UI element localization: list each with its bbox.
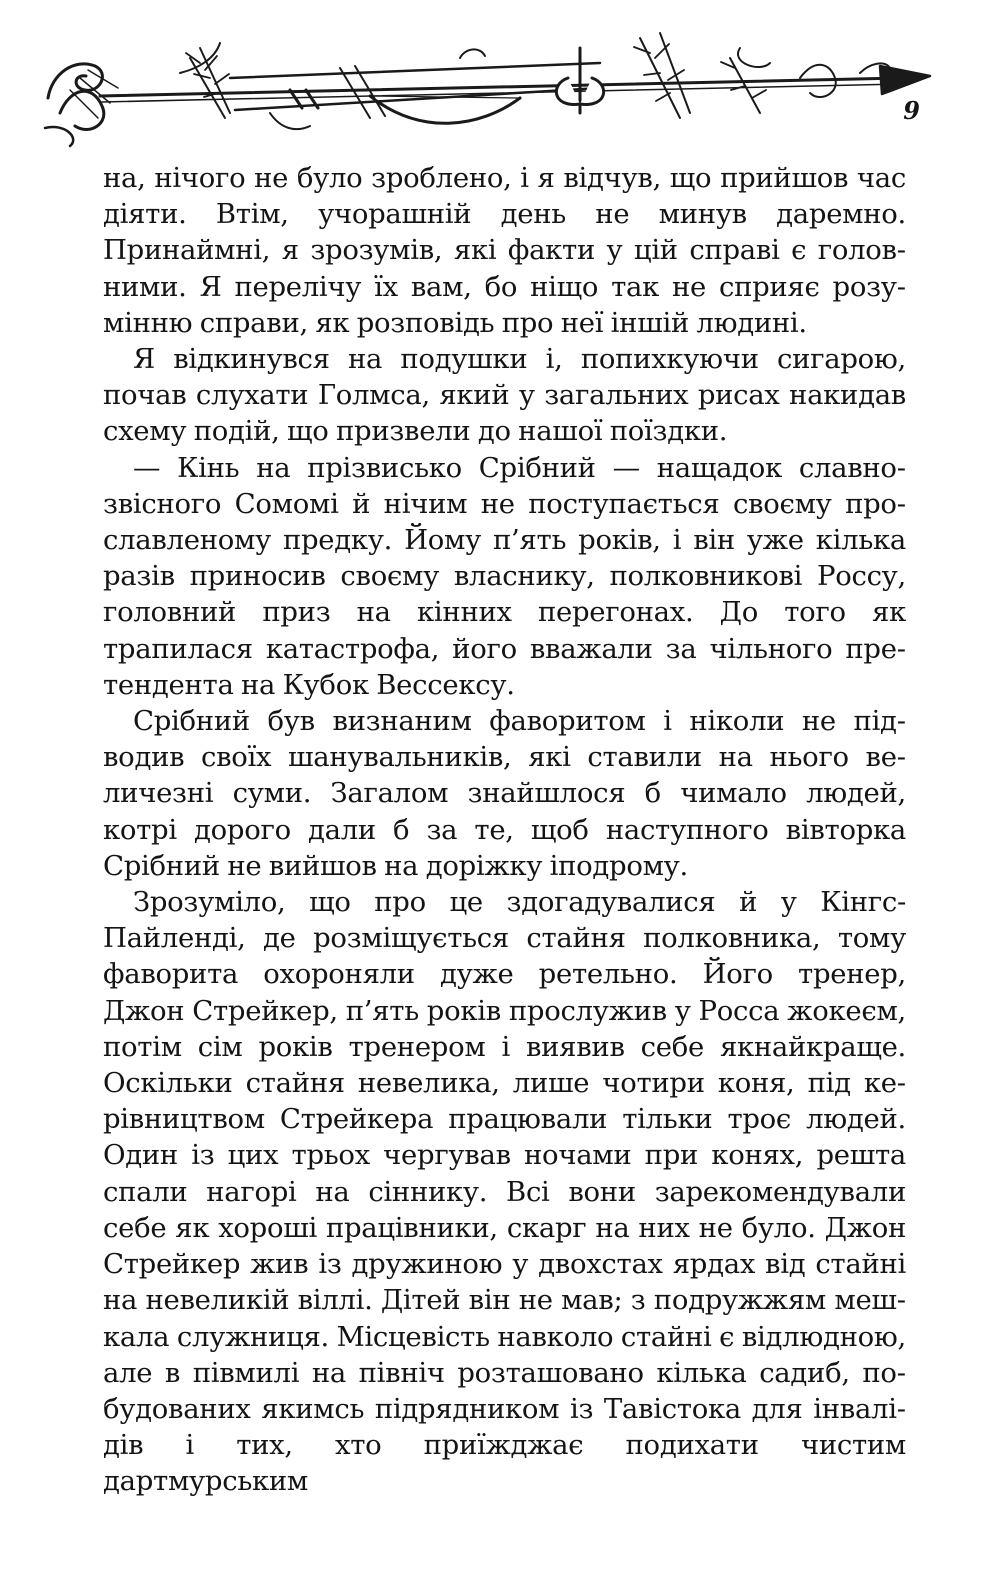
botanical-ornament-icon [40, 18, 940, 148]
paragraph: Срібний був визнаним фаворитом і ніколи не підводив своїх шанувальників, які ставили на нього величезні суми. Загалом знайшлося б чимало людей, котрі дорого дали б за те, щоб наступного вівторка Срібний не вийшов на доріжку іподрому. [103, 705, 906, 882]
body-text [103, 160, 906, 1500]
paragraph: Я відкинувся на подушки і, попихкуючи сигарою, почав слухати Голмса, який у загальних рисах накидав схему подій, що призвели до нашої поїздки. [103, 343, 906, 448]
page-header [0, 0, 1008, 165]
paragraph: на, нічого не було зроблено, і я відчув, що прийшов час діяти. Втім, учорашній день не минув даремно. Принаймні, я зрозумів, які факти у цій справі є головними. Я перелічу їх вам, бо ніщо так не сприяє розумінню справи, як розповідь про неї іншій людині. [103, 162, 906, 339]
page-number: 9 [903, 96, 920, 125]
paragraph: Зрозуміло, що про це здогадувалися й у Кінгс-Пайленді, де розміщується стайня полковника, тому фаворита охороняли дуже ретельно. Його тренер, Джон Стрейкер, п’ять років прослужив у Росса жокеєм, потім сім років тренером і виявив себе якнайкраще. Оскільки стайня невелика, лише чотири коня, під керівництвом Стрейкера працювали тільки троє людей. Один із цих трьох чергував ночами при конях, решта спали нагорі на сіннику. Всі вони зарекомендували себе як хороші працівники, скарг на них не було. Джон Стрейкер жив із дружиною у двохстах ярдах від стайні на невеликій віллі. Дітей він не мав; з подружжям мешкала служниця. Місцевість навколо стайні є відлюдною, але в півмилі на північ розташовано кілька садиб, побудованих якимсь підрядником із Тавістока для інвалідів і тих, хто приїжджає подихати чистим дартмурським [103, 886, 906, 1498]
paragraph: — Кінь на прізвисько Срібний — нащадок славнозвісного Сомомі й нічим не поступається своєму прославленому предку. Йому п’ять років, і він уже кілька разів приносив своєму власнику, полковникові Россу, головний приз на кінних перегонах. До того як трапилася катастрофа, його вважали за чільного претендента на Кубок Вессексу. [103, 451, 906, 701]
